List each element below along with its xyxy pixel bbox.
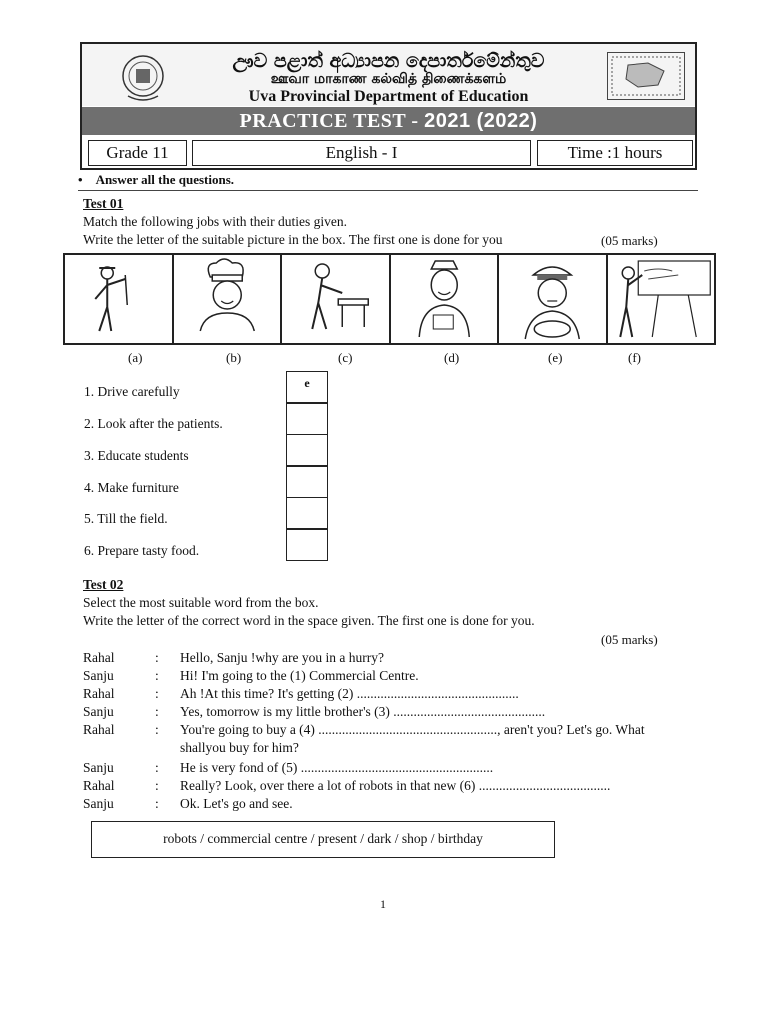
- colon-1: :: [155, 650, 159, 665]
- duty-item-3: 3. Educate students: [84, 448, 189, 463]
- speaker-1: Rahal: [83, 650, 115, 665]
- picture-f-teacher: [608, 255, 715, 343]
- speaker-7: Rahal: [83, 778, 115, 793]
- label-f: (f): [628, 350, 641, 365]
- speaker-5: Rahal: [83, 722, 115, 737]
- speaker-6: Sanju: [83, 760, 114, 775]
- colon-6: :: [155, 760, 159, 775]
- answer-box-1[interactable]: e: [286, 371, 328, 404]
- test1-line2: Write the letter of the suitable picture in the box. The first one is done for you: [83, 232, 503, 247]
- dialogue-line-7: Really? Look, over there a lot of robots in that new (6) .......................................: [180, 778, 611, 793]
- picture-e-driver: [499, 255, 608, 343]
- teacher-icon: [608, 255, 715, 343]
- map-stamp-icon: [607, 52, 685, 100]
- speaker-3: Rahal: [83, 686, 115, 701]
- picture-b-chef: [174, 255, 283, 343]
- speaker-4: Sanju: [83, 704, 114, 719]
- divider: [78, 190, 698, 191]
- test1-marks: (05 marks): [601, 233, 658, 248]
- colon-8: :: [155, 796, 159, 811]
- dialogue-line-5: You're going to buy a (4) ....................................................., aren't you? Let's go. What: [180, 722, 645, 737]
- answer-boxes: [286, 372, 328, 561]
- exam-header: [80, 42, 697, 170]
- instruction: • Answer all the questions.: [78, 172, 235, 187]
- duty-item-6: 6. Prepare tasty food.: [84, 543, 200, 558]
- word-box: robots / commercial centre / present / dark / shop / birthday: [91, 821, 555, 858]
- speaker-8: Sanju: [83, 796, 114, 811]
- label-d: (d): [444, 350, 460, 365]
- test2-line1: Select the most suitable word from the box.: [83, 595, 319, 610]
- answer-box-4[interactable]: [286, 465, 328, 498]
- test-year: 2021 (2022): [424, 110, 538, 132]
- subject-cell: English - I: [192, 140, 531, 166]
- picture-a-farmer: [65, 255, 174, 343]
- colon-5: :: [155, 722, 159, 737]
- test2-title: Test 02: [83, 577, 124, 592]
- header-banner: [82, 44, 695, 106]
- duty-item-2: 2. Look after the patients.: [84, 416, 223, 431]
- colon-4: :: [155, 704, 159, 719]
- answer-box-3[interactable]: [286, 434, 328, 467]
- farmer-icon: [65, 255, 172, 343]
- picture-strip: [63, 253, 716, 345]
- test2-line2: Write the letter of the correct word in the space given. The first one is done for you.: [83, 613, 535, 628]
- colon-3: :: [155, 686, 159, 701]
- test2-marks: (05 marks): [601, 632, 658, 647]
- carpenter-icon: [282, 255, 389, 343]
- dialogue-line-1: Hello, Sanju !why are you in a hurry?: [180, 650, 384, 665]
- test1-line1: Match the following jobs with their duties given.: [83, 214, 347, 229]
- tamil-title: ஊவா மாகாண கல்வித் திணைக்களம்: [270, 71, 507, 87]
- chef-icon: [174, 255, 281, 343]
- answer-box-6[interactable]: [286, 528, 328, 561]
- dialogue-line-4: Yes, tomorrow is my little brother's (3) .............................................: [180, 704, 546, 719]
- department-title: Uva Provincial Department of Education: [248, 88, 529, 105]
- label-e: (e): [548, 350, 563, 365]
- page-number: 1: [380, 897, 386, 911]
- label-a: (a): [128, 350, 143, 365]
- label-b: (b): [226, 350, 242, 365]
- dialogue-line-2: Hi! I'm going to the (1) Commercial Centre.: [180, 668, 419, 683]
- sinhala-title: ඌව පළාත් අධ්‍යාපන දෙපාර්තමේන්තුව: [232, 50, 545, 72]
- duty-item-5: 5. Till the field.: [84, 511, 168, 526]
- speaker-2: Sanju: [83, 668, 114, 683]
- driver-icon: [499, 255, 606, 343]
- dialogue-line-3: Ah !At this time? It's getting (2) ................................................: [180, 686, 519, 701]
- duty-item-1: 1. Drive carefully: [84, 384, 180, 399]
- duty-item-4: 4. Make furniture: [84, 480, 179, 495]
- grade-cell: Grade 11: [88, 140, 187, 166]
- dialogue-line-8: Ok. Let's go and see.: [180, 796, 293, 811]
- label-c: (c): [338, 350, 353, 365]
- time-cell: Time :1 hours: [537, 140, 693, 166]
- test1-title: Test 01: [83, 196, 124, 211]
- colon-7: :: [155, 778, 159, 793]
- dialogue-line-5-cont: shallyou buy for him?: [180, 740, 299, 755]
- picture-d-nurse: [391, 255, 500, 343]
- nurse-icon: [391, 255, 498, 343]
- dialogue-line-6: He is very fond of (5) .........................................................: [180, 760, 494, 775]
- answer-box-5[interactable]: [286, 497, 328, 530]
- colon-2: :: [155, 668, 159, 683]
- test-name: PRACTICE TEST -: [239, 110, 425, 132]
- practice-test-band: [82, 107, 695, 135]
- answer-box-2[interactable]: [286, 402, 328, 435]
- picture-c-carpenter: [282, 255, 391, 343]
